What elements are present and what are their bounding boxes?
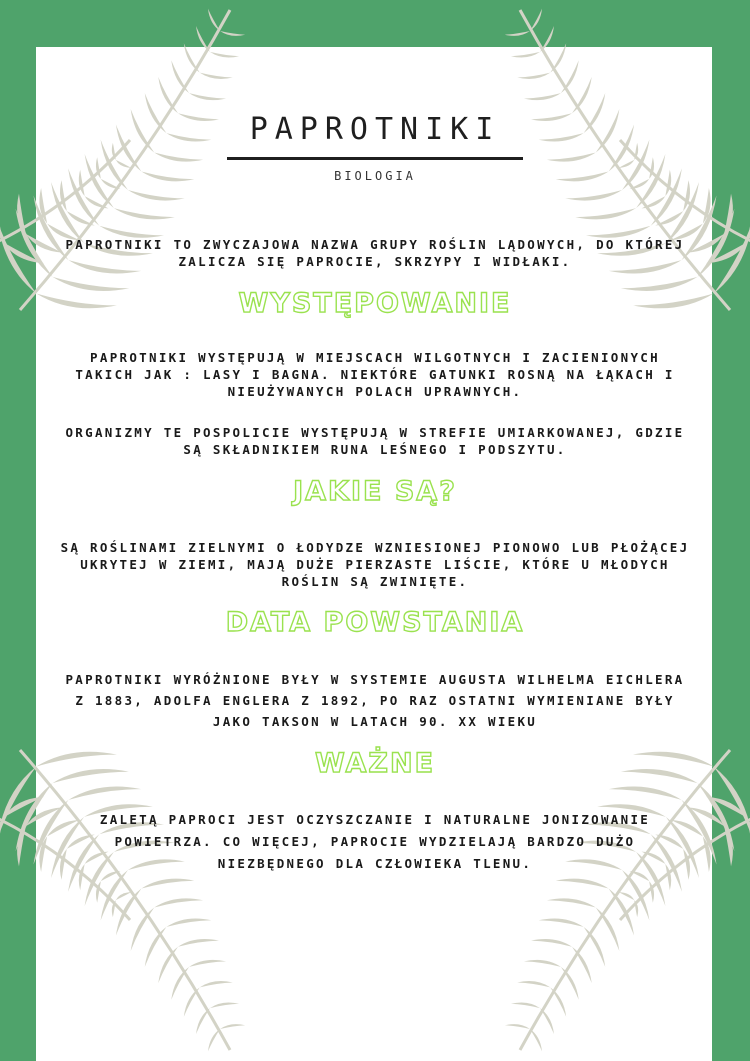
- paragraph-wazne: ZALETĄ PAPROCI JEST OCZYSZCZANIE I NATURALNE JONIZOWANIE POWIETRZA. CO WIĘCEJ, PAPROCIE WYDZIELAJĄ BARDZO DUŻO NIEZBĘDNEGO DLA CZŁOWIEKA TLENU.: [99, 812, 651, 871]
- intro-paragraph: PAPROTNIKI TO ZWYCZAJOWA NAZWA GRUPY ROŚLIN LĄDOWYCH, DO KTÓREJ ZALICZA SIĘ PAPROCIE, SKRZYPY I WIDŁAKI.: [65, 237, 685, 269]
- paragraph-jakie-sa: SĄ ROŚLINAMI ZIELNYMI O ŁODYDZE WZNIESIONEJ PIONOWO LUB PŁOŻĄCEJ UKRYTEJ W ZIEMI, MAJĄ DUŻE PIERZASTE LIŚCIE, KTÓRE U MŁODYCH ROŚLIN SĄ ZWINIĘTE.: [60, 540, 690, 589]
- paragraph-data-powstania: PAPROTNIKI WYRÓŻNIONE BYŁY W SYSTEMIE AUGUSTA WILHELMA EICHLERA Z 1883, ADOLFA ENGLERA Z 1892, PO RAZ OSTATNI WYMIENIANE BYŁY JAKO TAKSON W LATACH 90. XX WIEKU: [65, 672, 685, 729]
- paragraph-wystepowanie-2: ORGANIZMY TE POSPOLICIE WYSTĘPUJĄ W STREFIE UMIARKOWANEJ, GDZIE SĄ SKŁADNIKIEM RUNA LEŚNEGO I PODSZYTU.: [65, 425, 685, 457]
- page-title: PAPROTNIKI: [249, 112, 501, 147]
- section-heading-wazne: WAŻNE: [314, 748, 436, 779]
- section-heading-jakie-sa: JAKIE SĄ?: [293, 476, 457, 507]
- paragraph-wystepowanie-1: PAPROTNIKI WYSTĘPUJĄ W MIEJSCACH WILGOTNYCH I ZACIENIONYCH TAKICH JAK : LASY I BAGNA. NIEKTÓRE GATUNKI ROSNĄ NA ŁĄKACH I NIEUŻYWANYCH POLACH UPRAWNYCH.: [75, 350, 675, 399]
- section-heading-wystepowanie: WYSTĘPOWANIE: [238, 288, 512, 319]
- section-heading-data-powstania: DATA POWSTANIA: [225, 607, 525, 638]
- title-underline: [227, 157, 523, 160]
- page-subtitle: BIOLOGIA: [334, 169, 416, 183]
